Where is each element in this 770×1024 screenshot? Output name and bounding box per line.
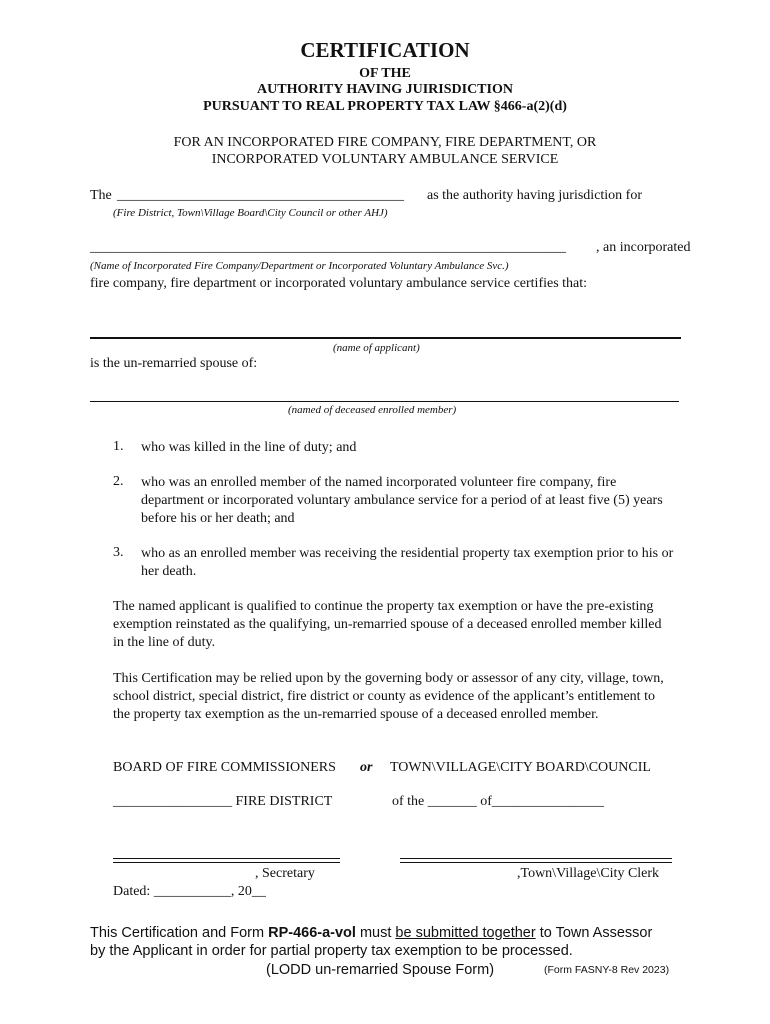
form-number: RP-466-a-vol [268,925,356,941]
secretary-signature-field[interactable] [113,858,340,863]
secretary-label: , Secretary [255,866,315,881]
incorporated-text: , an incorporated [596,240,691,255]
town-board-label: TOWN\VILLAGE\CITY BOARD\COUNCIL [390,760,651,775]
applicant-name-field[interactable] [90,337,681,339]
qualification-paragraph: The named applicant is qualified to continue the property tax exemption or have the pre-existing exemption reinstated as the qualifying, un-remarried spouse of a deceased enrolled member killed in the line of duty. [113,599,662,650]
fire-district-field[interactable]: _________________ FIRE DISTRICT [113,794,333,809]
submitted-together-text: be submitted together [395,925,536,941]
intro-the: The [90,188,112,203]
header-line-3: PURSUANT TO REAL PROPERTY TAX LAW §466-a(2)(d) [203,99,567,114]
reliance-paragraph: This Certification may be relied upon by the governing body or assessor of any city, village, town, school district, special district, fire district or county as evidence of the applicant’s entitlement to the property tax exemption as the un-remarried spouse of a deceased enrolled member. [113,671,664,722]
clerk-label: ,Town\Village\City Clerk [517,866,660,881]
ahj-hint: (Fire District, Town\Village Board\City Council or other AHJ) [113,207,388,219]
dated-field[interactable]: Dated: ___________, 20__ [113,884,266,899]
item-1-text: who was killed in the line of duty; and [141,440,357,455]
item-1-number: 1. [113,439,124,454]
footer-line-3: (LODD un-remarried Spouse Form) [266,962,495,978]
subtitle-line-2: INCORPORATED VOLUNTARY AMBULANCE SERVICE [211,152,559,167]
company-hint: (Name of Incorporated Fire Company/Department or Incorporated Voluntary Ambulance Svc.) [90,260,509,272]
item-2-number: 2. [113,474,124,489]
item-2-text: who was an enrolled member of the named incorporated volunteer fire company, fire department or incorporated voluntary ambulance service for a period of at least five (5) years before his or her death; and [141,475,663,526]
item-3-text: who as an enrolled member was receiving the residential property tax exemption prior to his or her death. [141,546,674,579]
board-label: BOARD OF FIRE COMMISSIONERS [113,760,336,775]
form-id: (Form FASNY-8 Rev 2023) [544,964,670,976]
clerk-signature-field[interactable] [400,858,672,863]
ahj-field[interactable]: _________________________________________ [117,188,404,203]
footer-text-1: This Certification and Form [90,925,269,941]
town-of-field[interactable]: of the _______ of________________ [392,794,604,809]
footer-line-2: by the Applicant in order for partial property tax exemption to be processed. [90,943,573,959]
footer-text-2: must [355,925,396,941]
intro-ahj-text: as the authority having jurisdiction for [427,188,643,203]
deceased-hint: (named of deceased enrolled member) [288,404,457,416]
or-label: or [360,760,373,775]
item-3-number: 3. [113,545,124,560]
header-line-1: OF THE [359,66,411,81]
deceased-name-field[interactable] [90,401,679,402]
footer-line-1 [90,925,652,941]
page-title: CERTIFICATION [300,38,470,62]
subtitle-line-1: FOR AN INCORPORATED FIRE COMPANY, FIRE DEPARTMENT, OR [173,135,597,150]
header-line-2: AUTHORITY HAVING JUIRISDICTION [257,82,513,97]
spouse-of-text: is the un-remarried spouse of: [90,356,258,371]
certifies-text: fire company, fire department or incorporated voluntary ambulance service certifies that: [90,276,588,291]
footer-text-3: to Town Assessor [535,925,653,941]
company-field[interactable]: ____________________________________________________________________ [90,240,566,255]
applicant-hint: (name of applicant) [333,342,420,354]
